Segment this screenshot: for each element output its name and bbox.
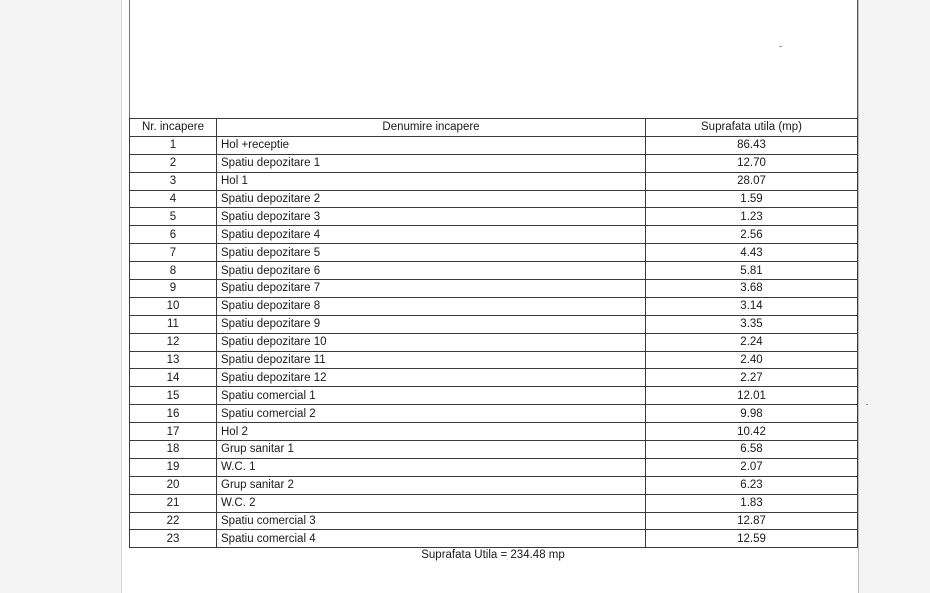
table-row bbox=[130, 208, 858, 226]
room-area-cell: 1.23 bbox=[646, 208, 858, 226]
room-number-cell: 5 bbox=[130, 208, 217, 226]
room-number-cell: 11 bbox=[130, 315, 217, 333]
room-name-cell: Spatiu depozitare 5 bbox=[217, 244, 646, 262]
room-name-cell: Grup sanitar 2 bbox=[217, 476, 646, 494]
column-header-area: Suprafata utila (mp) bbox=[646, 119, 858, 137]
room-name-cell: Spatiu depozitare 1 bbox=[217, 154, 646, 172]
room-number-cell: 17 bbox=[130, 423, 217, 441]
table-row bbox=[130, 512, 858, 530]
room-number-cell: 7 bbox=[130, 244, 217, 262]
room-area-cell: 12.01 bbox=[646, 387, 858, 405]
room-number-cell: 10 bbox=[130, 297, 217, 315]
room-area-cell: 5.81 bbox=[646, 262, 858, 280]
room-area-cell: 12.70 bbox=[646, 154, 858, 172]
room-area-cell: 2.07 bbox=[646, 458, 858, 476]
room-area-cell: 6.23 bbox=[646, 476, 858, 494]
room-number-cell: 16 bbox=[130, 405, 217, 423]
room-name-cell: Spatiu comercial 2 bbox=[217, 405, 646, 423]
table-row bbox=[130, 172, 858, 190]
room-number-cell: 13 bbox=[130, 351, 217, 369]
room-name-cell: Spatiu depozitare 7 bbox=[217, 280, 646, 298]
room-name-cell: Spatiu depozitare 10 bbox=[217, 333, 646, 351]
column-header-name: Denumire incapere bbox=[217, 119, 646, 137]
room-name-cell: Spatiu depozitare 4 bbox=[217, 226, 646, 244]
table-row bbox=[130, 351, 858, 369]
room-name-cell: Spatiu depozitare 9 bbox=[217, 315, 646, 333]
rooms-table bbox=[129, 118, 858, 548]
room-area-cell: 86.43 bbox=[646, 136, 858, 154]
room-area-cell: 28.07 bbox=[646, 172, 858, 190]
room-number-cell: 21 bbox=[130, 494, 217, 512]
right-border-line bbox=[857, 0, 858, 118]
table-row bbox=[130, 154, 858, 172]
table-header-row bbox=[130, 119, 858, 137]
table-row bbox=[130, 297, 858, 315]
room-name-cell: Spatiu comercial 4 bbox=[217, 530, 646, 548]
room-name-cell: Spatiu depozitare 2 bbox=[217, 190, 646, 208]
room-number-cell: 6 bbox=[130, 226, 217, 244]
room-area-cell: 4.43 bbox=[646, 244, 858, 262]
table-row bbox=[130, 387, 858, 405]
table-row bbox=[130, 458, 858, 476]
total-area: Suprafata Utila = 234.48 mp bbox=[421, 549, 565, 561]
room-number-cell: 20 bbox=[130, 476, 217, 494]
table-row bbox=[130, 136, 858, 154]
room-number-cell: 2 bbox=[130, 154, 217, 172]
room-name-cell: W.C. 1 bbox=[217, 458, 646, 476]
room-number-cell: 3 bbox=[130, 172, 217, 190]
room-number-cell: 15 bbox=[130, 387, 217, 405]
room-area-cell: 9.98 bbox=[646, 405, 858, 423]
room-name-cell: Spatiu depozitare 12 bbox=[217, 369, 646, 387]
room-name-cell: Spatiu depozitare 3 bbox=[217, 208, 646, 226]
room-area-cell: 1.83 bbox=[646, 494, 858, 512]
room-name-cell: W.C. 2 bbox=[217, 494, 646, 512]
room-area-cell: 2.56 bbox=[646, 226, 858, 244]
room-area-cell: 12.87 bbox=[646, 512, 858, 530]
table-row bbox=[130, 476, 858, 494]
room-number-cell: 8 bbox=[130, 262, 217, 280]
table-row bbox=[130, 190, 858, 208]
table-row bbox=[130, 530, 858, 548]
table-row bbox=[130, 494, 858, 512]
room-number-cell: 22 bbox=[130, 512, 217, 530]
room-number-cell: 1 bbox=[130, 136, 217, 154]
room-area-cell: 3.14 bbox=[646, 297, 858, 315]
room-name-cell: Grup sanitar 1 bbox=[217, 441, 646, 459]
table-row bbox=[130, 441, 858, 459]
room-name-cell: Spatiu depozitare 6 bbox=[217, 262, 646, 280]
room-area-cell: 2.24 bbox=[646, 333, 858, 351]
room-area-cell: 6.58 bbox=[646, 441, 858, 459]
room-name-cell: Spatiu depozitare 8 bbox=[217, 297, 646, 315]
room-name-cell: Hol +receptie bbox=[217, 136, 646, 154]
room-name-cell: Hol 1 bbox=[217, 172, 646, 190]
table-row bbox=[130, 262, 858, 280]
table-row bbox=[130, 333, 858, 351]
room-number-cell: 4 bbox=[130, 190, 217, 208]
table-row bbox=[130, 315, 858, 333]
room-area-cell: 3.68 bbox=[646, 280, 858, 298]
room-number-cell: 14 bbox=[130, 369, 217, 387]
table-row bbox=[130, 369, 858, 387]
room-number-cell: 9 bbox=[130, 280, 217, 298]
room-area-cell: 3.35 bbox=[646, 315, 858, 333]
room-number-cell: 18 bbox=[130, 441, 217, 459]
table-row bbox=[130, 226, 858, 244]
room-name-cell: Spatiu comercial 1 bbox=[217, 387, 646, 405]
table-row bbox=[130, 405, 858, 423]
table-row bbox=[130, 423, 858, 441]
column-header-nr: Nr. incapere bbox=[130, 119, 217, 137]
table-row bbox=[130, 280, 858, 298]
left-border-line bbox=[129, 0, 130, 118]
room-number-cell: 12 bbox=[130, 333, 217, 351]
room-area-cell: 1.59 bbox=[646, 190, 858, 208]
room-number-cell: 19 bbox=[130, 458, 217, 476]
scan-speck bbox=[866, 404, 868, 405]
room-number-cell: 23 bbox=[130, 530, 217, 548]
room-area-cell: 2.27 bbox=[646, 369, 858, 387]
room-area-cell: 2.40 bbox=[646, 351, 858, 369]
scan-speck bbox=[779, 46, 782, 47]
room-name-cell: Spatiu comercial 3 bbox=[217, 512, 646, 530]
room-area-cell: 12.59 bbox=[646, 530, 858, 548]
table-row bbox=[130, 244, 858, 262]
room-name-cell: Spatiu depozitare 11 bbox=[217, 351, 646, 369]
room-area-cell: 10.42 bbox=[646, 423, 858, 441]
room-name-cell: Hol 2 bbox=[217, 423, 646, 441]
